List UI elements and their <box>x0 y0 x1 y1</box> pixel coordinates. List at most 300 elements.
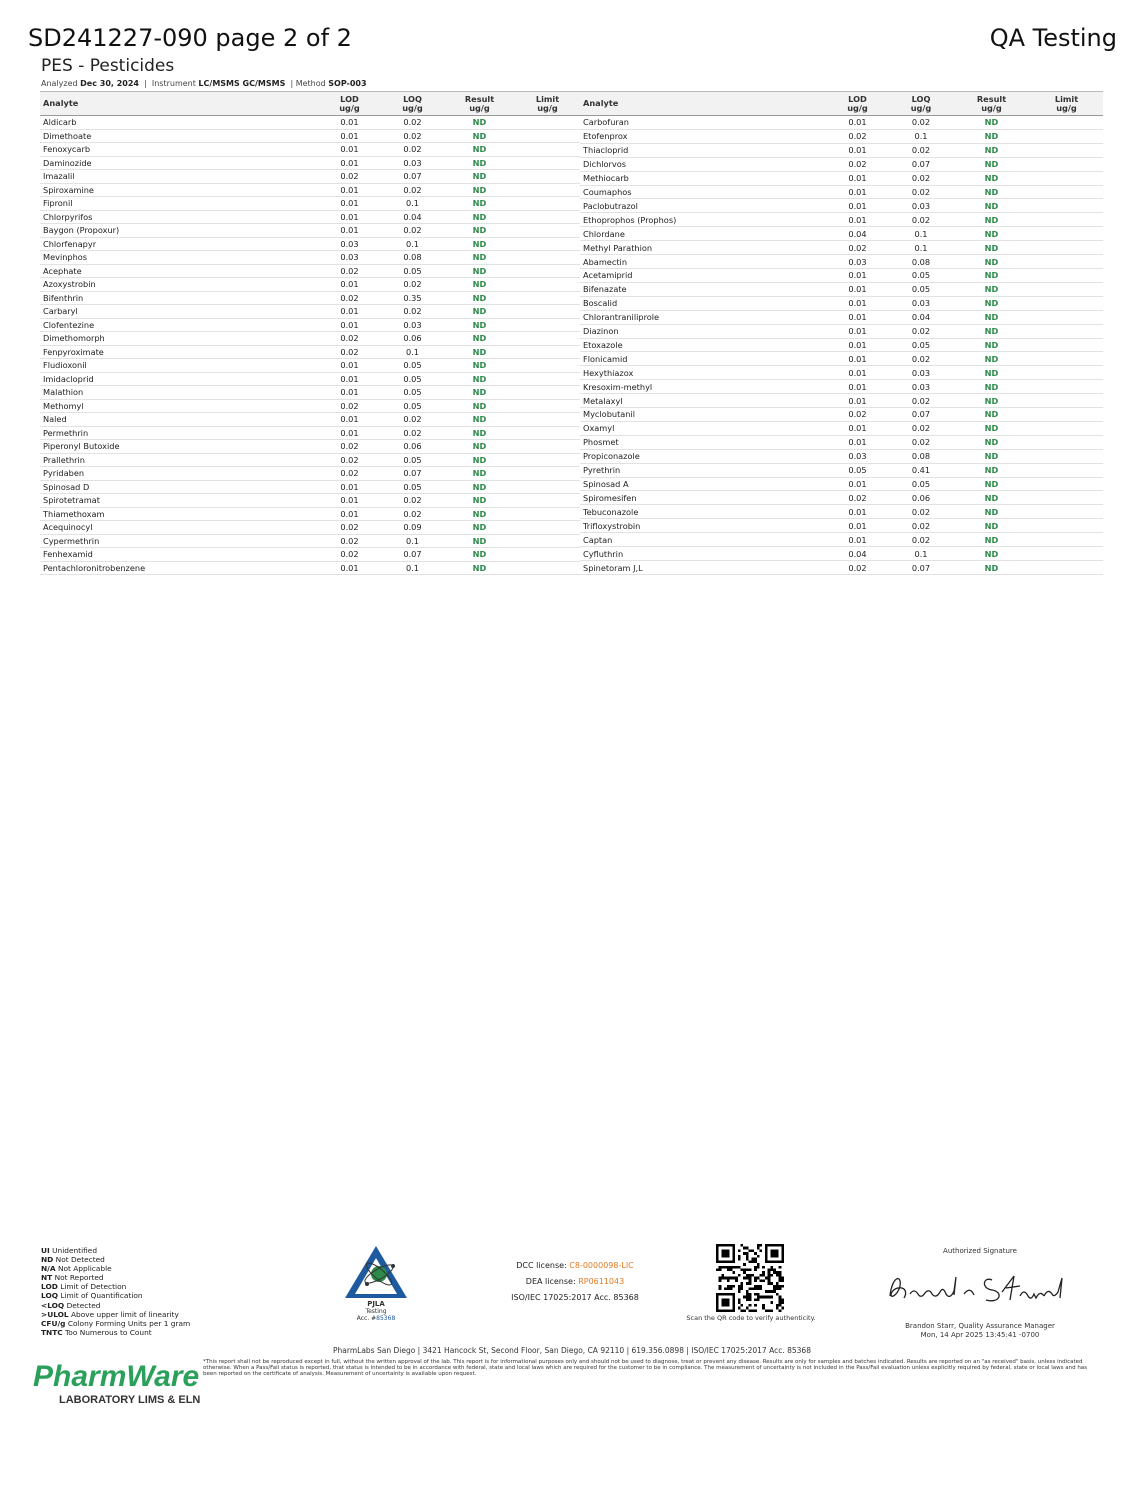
lod-cell: 0.01 <box>826 116 889 130</box>
result-cell: ND <box>444 548 515 562</box>
results-table-left <box>40 91 580 575</box>
analyte-cell: Bifenazate <box>580 282 826 296</box>
table-row <box>580 394 1103 408</box>
result-cell: ND <box>444 494 515 508</box>
col-limit: Limit ug/g <box>515 92 580 116</box>
lod-cell: 0.01 <box>318 494 381 508</box>
table-row <box>40 251 580 265</box>
table-row <box>40 170 580 184</box>
lod-cell: 0.03 <box>318 237 381 251</box>
table-row <box>40 399 580 413</box>
lod-cell: 0.01 <box>826 268 889 282</box>
limit-cell <box>1030 157 1103 171</box>
analyte-cell: Spiroxamine <box>40 183 318 197</box>
result-cell: ND <box>953 185 1030 199</box>
table-row <box>40 183 580 197</box>
lod-cell: 0.03 <box>826 449 889 463</box>
limit-cell <box>1030 491 1103 505</box>
analyte-cell: Pentachloronitrobenzene <box>40 561 318 575</box>
limit-cell <box>1030 199 1103 213</box>
limit-cell <box>515 305 580 319</box>
legend-item: LOQ Limit of Quantification <box>41 1291 143 1301</box>
table-row <box>580 282 1103 296</box>
analyte-cell: Fenpyroximate <box>40 345 318 359</box>
limit-cell <box>515 291 580 305</box>
analyzed-label: Analyzed <box>41 79 78 88</box>
lod-cell: 0.02 <box>318 521 381 535</box>
limit-cell <box>1030 505 1103 519</box>
loq-cell: 0.03 <box>889 366 953 380</box>
result-cell: ND <box>444 386 515 400</box>
result-cell: ND <box>953 227 1030 241</box>
result-cell: ND <box>953 129 1030 143</box>
result-cell: ND <box>953 324 1030 338</box>
result-cell: ND <box>444 561 515 575</box>
analyte-cell: Imidacloprid <box>40 372 318 386</box>
qr-caption: Scan the QR code to verify authenticity. <box>686 1314 816 1322</box>
table-row <box>40 156 580 170</box>
result-cell: ND <box>953 241 1030 255</box>
table-row <box>40 440 580 454</box>
signature-datetime: Mon, 14 Apr 2025 13:45:41 -0700 <box>920 1331 1040 1339</box>
table-row <box>40 386 580 400</box>
legend-item: UI Unidentified <box>41 1246 98 1255</box>
table-row <box>580 421 1103 435</box>
loq-cell: 0.02 <box>381 494 444 508</box>
analyte-cell: Etofenprox <box>580 129 826 143</box>
lod-cell: 0.01 <box>318 426 381 440</box>
analyte-cell: Phosmet <box>580 435 826 449</box>
table-row <box>580 199 1103 213</box>
limit-cell <box>1030 477 1103 491</box>
loq-cell: 0.05 <box>381 264 444 278</box>
lod-cell: 0.01 <box>826 310 889 324</box>
limit-cell <box>1030 255 1103 269</box>
analyte-cell: Captan <box>580 533 826 547</box>
loq-cell: 0.1 <box>381 345 444 359</box>
analyte-cell: Fenoxycarb <box>40 143 318 157</box>
loq-cell: 0.02 <box>889 116 953 130</box>
analyte-cell: Trifloxystrobin <box>580 519 826 533</box>
result-cell: ND <box>953 449 1030 463</box>
loq-cell: 0.05 <box>381 386 444 400</box>
lod-cell: 0.01 <box>826 519 889 533</box>
loq-cell: 0.02 <box>381 116 444 130</box>
limit-cell <box>1030 213 1103 227</box>
legend-item: <LOQ Detected <box>41 1300 101 1310</box>
analyte-cell: Carbaryl <box>40 305 318 319</box>
result-cell: ND <box>444 359 515 373</box>
loq-cell: 0.03 <box>889 199 953 213</box>
limit-cell <box>515 399 580 413</box>
loq-cell: 0.07 <box>889 561 953 575</box>
lod-cell: 0.01 <box>826 282 889 296</box>
loq-cell: 0.02 <box>889 324 953 338</box>
limit-cell <box>1030 449 1103 463</box>
result-cell: ND <box>444 305 515 319</box>
table-row <box>580 477 1103 491</box>
result-cell: ND <box>953 366 1030 380</box>
lod-cell: 0.01 <box>826 477 889 491</box>
result-cell: ND <box>444 143 515 157</box>
result-cell: ND <box>953 505 1030 519</box>
signatory <box>880 1322 1080 1340</box>
loq-cell: 0.07 <box>381 548 444 562</box>
limit-cell <box>515 561 580 575</box>
lod-cell: 0.05 <box>826 463 889 477</box>
result-cell: ND <box>444 345 515 359</box>
limit-cell <box>515 318 580 332</box>
lod-cell: 0.02 <box>318 453 381 467</box>
table-row <box>580 463 1103 477</box>
lod-cell: 0.01 <box>826 199 889 213</box>
lod-cell: 0.01 <box>318 116 381 130</box>
result-cell: ND <box>953 491 1030 505</box>
analyte-cell: Acequinocyl <box>40 521 318 535</box>
analyte-cell: Spiromesifen <box>580 491 826 505</box>
analyte-cell: Myclobutanil <box>580 408 826 422</box>
limit-cell <box>515 237 580 251</box>
table-header-row <box>40 92 580 116</box>
abbreviation-legend <box>41 1246 190 1337</box>
result-cell: ND <box>444 156 515 170</box>
dcc-license: DCC license: C8-0000098-LIC <box>516 1261 634 1270</box>
limit-cell <box>515 359 580 373</box>
table-row <box>580 227 1103 241</box>
result-cell: ND <box>444 467 515 481</box>
analyte-cell: Cyfluthrin <box>580 547 826 561</box>
loq-cell: 0.05 <box>889 268 953 282</box>
result-cell: ND <box>444 278 515 292</box>
analyte-cell: Spinosad A <box>580 477 826 491</box>
loq-cell: 0.05 <box>889 338 953 352</box>
analyte-cell: Methyl Parathion <box>580 241 826 255</box>
table-row <box>40 318 580 332</box>
limit-cell <box>515 264 580 278</box>
analyte-cell: Bifenthrin <box>40 291 318 305</box>
table-row <box>40 494 580 508</box>
limit-cell <box>1030 324 1103 338</box>
lod-cell: 0.02 <box>826 561 889 575</box>
result-cell: ND <box>953 477 1030 491</box>
loq-cell: 0.02 <box>889 421 953 435</box>
limit-cell <box>515 332 580 346</box>
table-row <box>580 449 1103 463</box>
table-row <box>40 534 580 548</box>
limit-cell <box>515 278 580 292</box>
iso-accreditation: ISO/IEC 17025:2017 Acc. 85368 <box>511 1293 639 1302</box>
col-loq: LOQ ug/g <box>889 92 953 116</box>
result-cell: ND <box>444 224 515 238</box>
loq-cell: 0.09 <box>381 521 444 535</box>
limit-cell <box>515 534 580 548</box>
loq-cell: 0.03 <box>889 296 953 310</box>
loq-cell: 0.02 <box>381 426 444 440</box>
table-row <box>580 352 1103 366</box>
result-cell: ND <box>444 440 515 454</box>
lod-cell: 0.01 <box>318 224 381 238</box>
table-row <box>40 237 580 251</box>
table-row <box>580 505 1103 519</box>
lod-cell: 0.01 <box>826 366 889 380</box>
col-lod: LOD ug/g <box>826 92 889 116</box>
limit-cell <box>1030 366 1103 380</box>
analyte-cell: Tebuconazole <box>580 505 826 519</box>
result-cell: ND <box>953 463 1030 477</box>
loq-cell: 0.02 <box>381 278 444 292</box>
result-cell: ND <box>444 183 515 197</box>
table-row <box>580 380 1103 394</box>
limit-cell <box>515 494 580 508</box>
result-cell: ND <box>444 521 515 535</box>
analyte-cell: Thiacloprid <box>580 143 826 157</box>
loq-cell: 0.08 <box>381 251 444 265</box>
svg-text:LABORATORY LIMS & ELN: LABORATORY LIMS & ELN <box>59 1394 201 1406</box>
lod-cell: 0.01 <box>826 338 889 352</box>
result-cell: ND <box>444 116 515 130</box>
analyte-cell: Etoxazole <box>580 338 826 352</box>
lod-cell: 0.01 <box>318 210 381 224</box>
legend-item: >ULOL Above upper limit of linearity <box>41 1309 179 1319</box>
limit-cell <box>1030 394 1103 408</box>
loq-cell: 0.05 <box>381 453 444 467</box>
table-row <box>580 213 1103 227</box>
qr-code-icon[interactable] <box>716 1244 784 1312</box>
legend-item: N/A Not Applicable <box>41 1264 112 1274</box>
legend-item: ND Not Detected <box>41 1255 105 1265</box>
analyte-cell: Fludioxonil <box>40 359 318 373</box>
pharmware-logo-icon <box>33 1356 201 1408</box>
table-row <box>40 467 580 481</box>
loq-cell: 0.02 <box>889 519 953 533</box>
lod-cell: 0.01 <box>826 143 889 157</box>
limit-cell <box>1030 352 1103 366</box>
lod-cell: 0.01 <box>826 505 889 519</box>
result-cell: ND <box>444 413 515 427</box>
limit-cell <box>1030 310 1103 324</box>
pjla-label: PJLA <box>367 1300 385 1308</box>
analyte-cell: Malathion <box>40 386 318 400</box>
result-cell: ND <box>444 399 515 413</box>
limit-cell <box>515 507 580 521</box>
limit-cell <box>1030 268 1103 282</box>
loq-cell: 0.1 <box>381 561 444 575</box>
instrument-value: LC/MSMS GC/MSMS <box>198 79 286 88</box>
table-row <box>40 426 580 440</box>
limit-cell <box>1030 380 1103 394</box>
limit-cell <box>1030 241 1103 255</box>
table-row <box>580 116 1103 130</box>
result-cell: ND <box>953 255 1030 269</box>
table-row <box>40 561 580 575</box>
loq-cell: 0.04 <box>381 210 444 224</box>
result-cell: ND <box>953 171 1030 185</box>
limit-cell <box>1030 116 1103 130</box>
table-row <box>40 345 580 359</box>
table-row <box>580 338 1103 352</box>
limit-cell <box>515 467 580 481</box>
analyte-cell: Daminozide <box>40 156 318 170</box>
result-cell: ND <box>444 170 515 184</box>
table-row <box>40 143 580 157</box>
lod-cell: 0.02 <box>318 264 381 278</box>
result-cell: ND <box>953 268 1030 282</box>
loq-cell: 0.08 <box>889 449 953 463</box>
table-row <box>40 413 580 427</box>
loq-cell: 0.02 <box>889 435 953 449</box>
analyte-cell: Clofentezine <box>40 318 318 332</box>
results-table-right <box>580 91 1103 575</box>
limit-cell <box>1030 143 1103 157</box>
analyte-cell: Chlorpyrifos <box>40 210 318 224</box>
lod-cell: 0.01 <box>318 278 381 292</box>
lod-cell: 0.01 <box>318 129 381 143</box>
loq-cell: 0.07 <box>889 157 953 171</box>
loq-cell: 0.02 <box>889 143 953 157</box>
lod-cell: 0.02 <box>826 408 889 422</box>
loq-cell: 0.02 <box>889 505 953 519</box>
result-cell: ND <box>444 291 515 305</box>
analyte-cell: Metalaxyl <box>580 394 826 408</box>
analyte-cell: Baygon (Propoxur) <box>40 224 318 238</box>
table-row <box>40 548 580 562</box>
lod-cell: 0.01 <box>826 185 889 199</box>
limit-cell <box>515 210 580 224</box>
lod-cell: 0.01 <box>318 305 381 319</box>
loq-cell: 0.02 <box>381 143 444 157</box>
result-cell: ND <box>444 453 515 467</box>
limit-cell <box>515 170 580 184</box>
result-cell: ND <box>444 426 515 440</box>
result-cell: ND <box>444 534 515 548</box>
lab-address: PharmLabs San Diego | 3421 Hancock St, Second Floor, San Diego, CA 92110 | 619.356.0898 | ISO/IEC 17025:2017 Acc. 85368 <box>333 1346 811 1355</box>
lod-cell: 0.02 <box>826 241 889 255</box>
table-row <box>40 521 580 535</box>
analyte-cell: Azoxystrobin <box>40 278 318 292</box>
lod-cell: 0.02 <box>318 170 381 184</box>
table-row <box>580 408 1103 422</box>
loq-cell: 0.05 <box>381 372 444 386</box>
result-cell: ND <box>953 394 1030 408</box>
limit-cell <box>515 251 580 265</box>
analyte-cell: Hexythiazox <box>580 366 826 380</box>
analyte-cell: Pyrethrin <box>580 463 826 477</box>
table-row <box>40 359 580 373</box>
result-cell: ND <box>444 237 515 251</box>
table-row <box>40 480 580 494</box>
result-cell: ND <box>444 507 515 521</box>
lod-cell: 0.02 <box>318 399 381 413</box>
table-row <box>40 507 580 521</box>
disclaimer: *This report shall not be reproduced except in full, without the written approval of the lab. This report is for informational purposes only and should not be used to diagnose, treat or prevent any disease. Results are only for samples and batches indicated. Results are reported on an "as received" basis, unless indicated otherwise. When a Pass/Fail status is reported, that status is intended to be in accordance with federal, state and local laws which are required for the customer to be in compliance. The measurement of uncertainty is not included in the Pass/Fail evaluation unless explicitly required by federal, state or local laws and has been reported on the certificate of analysis. Measurement of uncertainty is available upon request. <box>203 1359 1088 1378</box>
loq-cell: 0.05 <box>381 480 444 494</box>
result-cell: ND <box>953 296 1030 310</box>
result-cell: ND <box>953 282 1030 296</box>
table-header-row <box>580 92 1103 116</box>
analyte-cell: Fenhexamid <box>40 548 318 562</box>
col-limit: Limit ug/g <box>1030 92 1103 116</box>
lod-cell: 0.02 <box>318 332 381 346</box>
analyte-cell: Chlordane <box>580 227 826 241</box>
lod-cell: 0.01 <box>826 380 889 394</box>
result-cell: ND <box>953 408 1030 422</box>
result-cell: ND <box>444 480 515 494</box>
table-row <box>580 324 1103 338</box>
analyte-cell: Chlorfenapyr <box>40 237 318 251</box>
lod-cell: 0.03 <box>826 255 889 269</box>
analyte-cell: Dichlorvos <box>580 157 826 171</box>
lod-cell: 0.02 <box>318 467 381 481</box>
loq-cell: 0.06 <box>381 440 444 454</box>
legend-item: LOD Limit of Detection <box>41 1282 127 1292</box>
limit-cell <box>515 440 580 454</box>
document-title: SD241227-090 page 2 of 2 <box>28 24 352 52</box>
table-row <box>40 129 580 143</box>
loq-cell: 0.05 <box>381 399 444 413</box>
limit-cell <box>1030 227 1103 241</box>
limit-cell <box>515 372 580 386</box>
table-row <box>40 453 580 467</box>
analyte-cell: Oxamyl <box>580 421 826 435</box>
loq-cell: 0.1 <box>381 197 444 211</box>
col-result: Result ug/g <box>953 92 1030 116</box>
pjla-accreditation <box>340 1244 412 1322</box>
loq-cell: 0.02 <box>889 213 953 227</box>
limit-cell <box>1030 408 1103 422</box>
lod-cell: 0.01 <box>826 533 889 547</box>
lod-cell: 0.01 <box>318 480 381 494</box>
legend-item: TNTC Too Numerous to Count <box>41 1327 152 1337</box>
table-row <box>40 264 580 278</box>
analyte-cell: Flonicamid <box>580 352 826 366</box>
loq-cell: 0.02 <box>889 533 953 547</box>
analyte-cell: Boscalid <box>580 296 826 310</box>
table-row <box>40 278 580 292</box>
loq-cell: 0.02 <box>381 129 444 143</box>
limit-cell <box>1030 547 1103 561</box>
lod-cell: 0.01 <box>318 359 381 373</box>
method-value: SOP-003 <box>328 79 367 88</box>
loq-cell: 0.07 <box>381 170 444 184</box>
results-tables <box>40 91 1103 575</box>
loq-cell: 0.06 <box>889 491 953 505</box>
pjla-acc: Acc. #85368 <box>356 1315 396 1322</box>
legend-item: CFU/g Colony Forming Units per 1 gram <box>41 1318 191 1328</box>
table-row <box>580 533 1103 547</box>
analyte-cell: Permethrin <box>40 426 318 440</box>
limit-cell <box>1030 421 1103 435</box>
result-cell: ND <box>444 210 515 224</box>
loq-cell: 0.1 <box>889 547 953 561</box>
table-row <box>580 366 1103 380</box>
loq-cell: 0.03 <box>381 318 444 332</box>
limit-cell <box>1030 296 1103 310</box>
lod-cell: 0.01 <box>318 183 381 197</box>
loq-cell: 0.02 <box>381 224 444 238</box>
result-cell: ND <box>953 533 1030 547</box>
table-row <box>40 210 580 224</box>
lod-cell: 0.01 <box>826 352 889 366</box>
lod-cell: 0.01 <box>318 561 381 575</box>
loq-cell: 0.02 <box>381 183 444 197</box>
loq-cell: 0.35 <box>381 291 444 305</box>
limit-cell <box>1030 519 1103 533</box>
lod-cell: 0.01 <box>826 296 889 310</box>
result-cell: ND <box>953 352 1030 366</box>
table-row <box>40 305 580 319</box>
result-cell: ND <box>953 338 1030 352</box>
lod-cell: 0.03 <box>318 251 381 265</box>
